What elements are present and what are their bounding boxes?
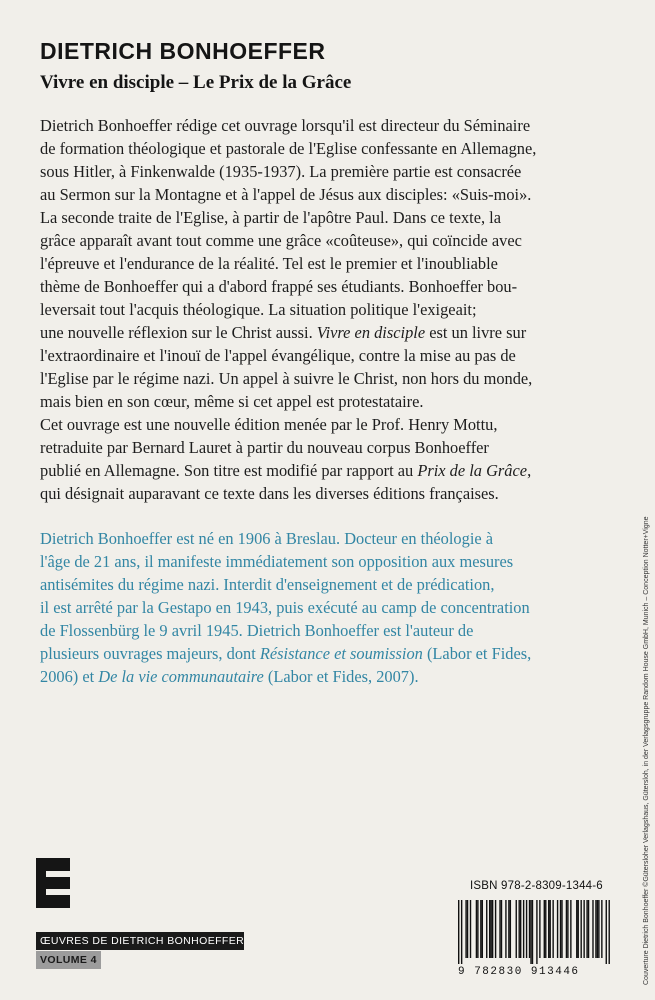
barcode-bar <box>583 900 584 958</box>
barcode-digits: 9 782830 913446 <box>458 966 580 978</box>
italic-book-title: Prix de la Grâce <box>417 461 528 480</box>
barcode-bar <box>548 900 549 958</box>
bio-line: l'âge de 21 ans, il manifeste immédiatement son opposition aux mesures <box>40 552 514 571</box>
barcode-bar <box>476 900 477 958</box>
barcode-bar <box>576 900 577 958</box>
barcode-bar <box>499 900 500 958</box>
book-description <box>40 114 618 505</box>
cover-credits: Couverture Dietrich Bonhoeffer ©Gütersloher Verlagshaus, Gütersloh, in der Verlagsgruppe Random House GmbH, Munich – Conception Notter+Vigne <box>643 516 650 985</box>
barcode-bar <box>477 900 478 958</box>
barcode-bar <box>516 900 517 958</box>
barcode-bar <box>536 900 537 964</box>
barcode-bar <box>545 900 546 958</box>
isbn-label: ISBN 978-2-8309-1344-6 <box>470 880 603 892</box>
description-line: leversait tout l'acquis théologique. La situation politique l'exigeait; <box>40 300 477 319</box>
barcode-bar <box>530 900 531 964</box>
description-line: au Sermon sur la Montagne et à l'appel de Jésus aux disciples: «Suis-moi». <box>40 185 532 204</box>
barcode-bar <box>578 900 579 958</box>
bio-text: plusieurs ouvrages majeurs, dont <box>40 644 260 663</box>
barcode-bar <box>529 900 530 958</box>
author-biography <box>40 527 618 688</box>
barcode-bar <box>557 900 558 958</box>
series-label <box>36 932 244 969</box>
description-line <box>40 459 618 482</box>
description-line: de formation théologique et pastorale de l'Eglise confessante en Allemagne, <box>40 139 537 158</box>
bio-text: 2006) et <box>40 667 99 686</box>
barcode-bar <box>508 900 509 958</box>
barcode-bar <box>566 900 567 958</box>
barcode-bar <box>495 900 496 958</box>
barcode-bar <box>598 900 599 958</box>
series-volume: VOLUME 4 <box>36 951 101 969</box>
barcode-bar <box>539 900 540 958</box>
description-line: l'épreuve et l'endurance de la réalité. Tel est le premier et l'inoubliable <box>40 254 498 273</box>
book-subtitle: Vivre en disciple – Le Prix de la Grâce <box>40 72 352 93</box>
author-name: DIETRICH BONHOEFFER <box>40 38 326 64</box>
barcode-bar <box>544 900 545 958</box>
barcode-bar <box>458 900 459 964</box>
barcode-bar <box>489 900 490 958</box>
bio-line: antisémites du régime nazi. Interdit d'enseignement et de prédication, <box>40 575 495 594</box>
bio-line: de Flossenbürg le 9 avril 1945. Dietrich Bonhoeffer est l'auteur de <box>40 621 474 640</box>
barcode-bar <box>580 900 581 958</box>
barcode-bar <box>588 900 589 958</box>
barcode-bar <box>465 900 466 958</box>
barcode-bar <box>486 900 487 958</box>
barcode-bar <box>523 900 524 958</box>
description-line: sous Hitler, à Finkenwalde (1935-1937). La première partie est consacrée <box>40 162 522 181</box>
bio-text: (Labor et Fides, 2007). <box>263 667 419 686</box>
barcode-bar <box>526 900 527 958</box>
barcode-icon <box>458 900 610 964</box>
description-line: thème de Bonhoeffer qui a d'abord frappé ses étudiants. Bonhoeffer bou- <box>40 277 518 296</box>
series-name: ŒUVRES DE DIETRICH BONHOEFFER <box>36 932 244 950</box>
description-line: retraduite par Bernard Lauret à partir du nouveau corpus Bonhoeffer <box>40 438 489 457</box>
description-line: mais bien en son cœur, même si cet appel est protestataire. <box>40 392 424 411</box>
description-line: qui désignait auparavant ce texte dans les diverses éditions françaises. <box>40 484 499 503</box>
barcode-bar <box>519 900 520 958</box>
barcode-bar <box>552 900 553 958</box>
publisher-logo-icon <box>36 858 70 908</box>
barcode-bar <box>570 900 571 958</box>
barcode-bar <box>550 900 551 958</box>
barcode-bar <box>490 900 491 958</box>
italic-book-title: Résistance et soumission <box>259 644 423 663</box>
description-line: l'extraordinaire et l'inouï de l'appel évangélique, contre la mise au pas de <box>40 346 516 365</box>
description-text: publié en Allemagne. Son titre est modifié par rapport au <box>40 461 414 480</box>
description-line: Dietrich Bonhoeffer rédige cet ouvrage lorsqu'il est directeur du Séminaire <box>40 116 531 135</box>
description-line <box>40 321 618 344</box>
barcode-bar <box>595 900 596 958</box>
barcode-bar <box>480 900 481 958</box>
bio-line: Dietrich Bonhoeffer est né en 1906 à Breslau. Docteur en théologie à <box>40 529 494 548</box>
description-text: , <box>527 461 532 480</box>
description-line: La seconde traite de l'Eglise, à partir de l'apôtre Paul. Dans ce texte, la <box>40 208 502 227</box>
bio-line: il est arrêté par la Gestapo en 1943, puis exécuté au camp de concentration <box>40 598 530 617</box>
barcode-bar <box>561 900 562 958</box>
bio-line <box>40 665 618 688</box>
barcode-bar <box>461 900 462 964</box>
description-text: est un livre sur <box>425 323 527 342</box>
barcode-bar <box>601 900 602 958</box>
barcode-bar <box>482 900 483 958</box>
italic-book-title: Vivre en disciple <box>316 323 426 342</box>
barcode-bar <box>567 900 568 958</box>
barcode-bar <box>560 900 561 958</box>
description-line: Cet ouvrage est une nouvelle édition menée par le Prof. Henry Mottu, <box>40 415 498 434</box>
barcode-bar <box>467 900 468 958</box>
italic-book-title: De la vie communautaire <box>98 667 264 686</box>
description-line: l'Eglise par le régime nazi. Un appel à suivre le Christ, non hors du monde, <box>40 369 533 388</box>
description-text: une nouvelle réflexion sur le Christ aussi. <box>40 323 313 342</box>
barcode-bar <box>470 900 471 958</box>
barcode-bar <box>532 900 533 964</box>
barcode-bar <box>592 900 593 958</box>
barcode-bar <box>609 900 610 964</box>
barcode-bar <box>501 900 502 958</box>
barcode-bar <box>606 900 607 964</box>
description-line: grâce apparaît avant tout comme une grâce «coûteuse», qui coïncide avec <box>40 231 522 250</box>
bio-text: (Labor et Fides, <box>422 644 532 663</box>
barcode-bar <box>492 900 493 958</box>
bio-line <box>40 642 618 665</box>
barcode-bar <box>505 900 506 958</box>
barcode-bar <box>597 900 598 958</box>
barcode-bar <box>586 900 587 958</box>
barcode-bar <box>520 900 521 958</box>
barcode-bar <box>510 900 511 958</box>
